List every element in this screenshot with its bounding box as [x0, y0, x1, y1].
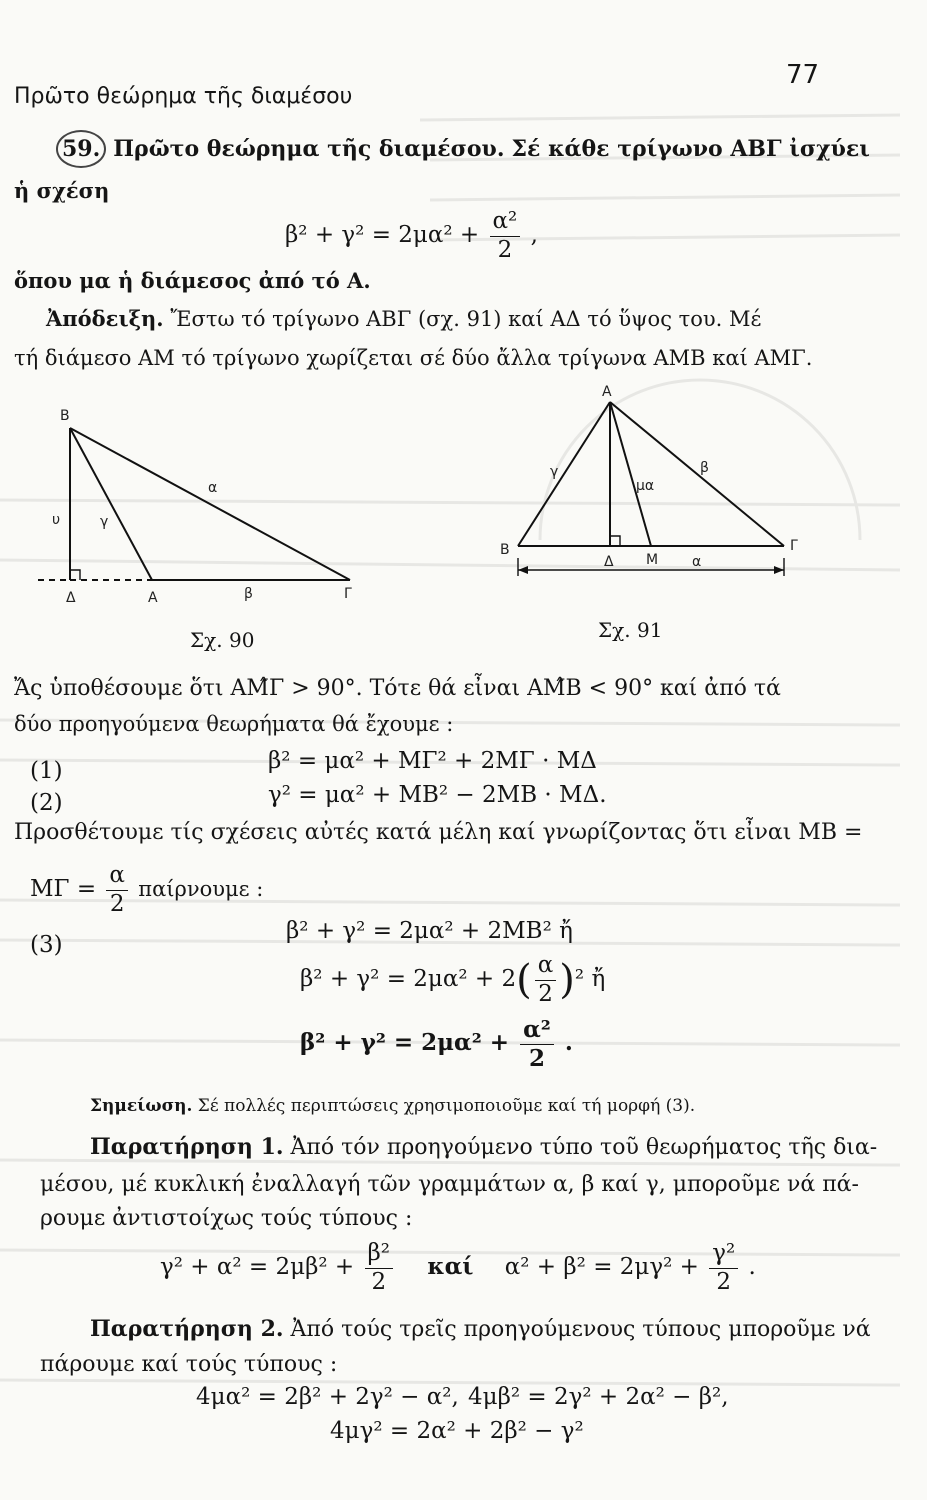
main-formula: β² + γ² = 2μα² + $\frac{\text{α²}}{2}$ ,: [285, 208, 538, 263]
section-statement-cont: ἡ σχέση: [14, 178, 110, 203]
fig90-label-B: Β: [60, 408, 70, 424]
remark2-line-2: πάρουμε καί τούς τύπους :: [40, 1352, 338, 1377]
section-title: Πρῶτο θεώρημα τῆς διαμέσου.: [113, 136, 505, 162]
fig90-label-A: Α: [148, 590, 158, 606]
fig91-label-beta: β: [700, 460, 709, 476]
figure-91-caption: Σχ. 91: [598, 618, 663, 642]
fig90-label-upsilon: υ: [52, 512, 61, 528]
running-title: Πρῶτο θεώρημα τῆς διαμέσου: [14, 84, 353, 109]
eq3c: β² + γ² = 2μα² + $\frac{\text{α²}}{2}$ .: [300, 1016, 573, 1072]
eq1: β² = μα² + ΜΓ² + 2ΜΓ · ΜΔ: [268, 748, 597, 774]
remark2-formula-1: 4μα² = 2β² + 2γ² − α²,: [196, 1384, 459, 1410]
section-statement: Σέ κάθε τρίγωνο ΑΒΓ ἰσχύει: [511, 136, 870, 162]
fig91-label-G: Γ: [790, 538, 798, 554]
fig91-label-alpha: α: [692, 554, 702, 570]
eq1-label: (1): [30, 758, 63, 784]
eq2: γ² = μα² + ΜΒ² − 2ΜΒ · ΜΔ.: [268, 782, 607, 808]
fig90-label-delta: Δ: [66, 590, 76, 606]
figure-90: [30, 400, 370, 660]
fig91-label-mu: μα: [636, 478, 655, 494]
median-definition: ὅπου μα ἡ διάμεσος ἀπό τό Α.: [14, 268, 371, 293]
fig90-label-beta: β: [244, 586, 253, 602]
remark2-line-1: Παρατήρηση 2. Ἀπό τούς τρεῖς προηγούμενους τύπους μποροῦμε νά: [90, 1316, 871, 1342]
eq3-label: (3): [30, 932, 63, 958]
figure-91: [496, 378, 816, 598]
eq3b: β² + γ² = 2μα² + 2( $\frac{\alpha}{2}$ )² ἤ: [300, 952, 606, 1007]
eq3a: β² + γ² = 2μα² + 2ΜΒ² ἤ: [286, 918, 573, 944]
eq2-label: (2): [30, 790, 63, 816]
remark1-line-2: μέσου, μέ κυκλική ἐναλλαγή τῶν γραμμάτων α, β καί γ, μποροῦμε νά πά-: [40, 1172, 859, 1197]
fig91-label-B: Β: [500, 542, 510, 558]
assume-line-1: Ἄς ὑποθέσουμε ὅτι ΑΜ̂Γ > 90°. Τότε θά εἶναι ΑΜ̂Β < 90° καί ἀπό τά: [14, 676, 781, 701]
mg-equation: ΜΓ = $\frac{\alpha}{2}$ παίρνουμε :: [30, 862, 264, 917]
proof-line-1: Ἀπόδειξη. Ἔστω τό τρίγωνο ΑΒΓ (σχ. 91) καί ΑΔ τό ὕψος του. Μέ: [46, 306, 762, 331]
remark1-line-3: ρουμε ἀντιστοίχως τούς τύπους :: [40, 1206, 413, 1231]
page-number: 77: [786, 60, 820, 90]
fig91-label-D: Δ: [604, 554, 614, 570]
section-number: 59.: [56, 130, 106, 168]
remark2-formula-2: 4μβ² = 2γ² + 2α² − β²,: [468, 1384, 729, 1410]
proof-line-2: τή διάμεσο ΑΜ τό τρίγωνο χωρίζεται σέ δύο ἄλλα τρίγωνα ΑΜΒ καί ΑΜΓ.: [14, 346, 813, 370]
note: Σημείωση. Σέ πολλές περιπτώσεις χρησιμοποιοῦμε καί τή μορφή (3).: [90, 1096, 696, 1116]
assume-line-2: δύο προηγούμενα θεωρήματα θά ἔχουμε :: [14, 712, 454, 736]
figure-90-caption: Σχ. 90: [190, 628, 255, 652]
fig90-label-alpha: α: [208, 480, 218, 496]
fig91-label-gamma: γ: [550, 464, 559, 480]
remark1-line-1: Παρατήρηση 1. Ἀπό τόν προηγούμενο τύπο τοῦ θεωρήματος τῆς δια-: [90, 1134, 878, 1160]
add-line: Προσθέτουμε τίς σχέσεις αὐτές κατά μέλη καί γνωρίζοντας ὅτι εἶναι ΜΒ =: [14, 820, 863, 845]
fig90-label-G: Γ: [344, 586, 352, 602]
fig91-label-A: Α: [602, 384, 612, 400]
remark1-formulas: γ² + α² = 2μβ² + $\frac{\text{β²}}{2}$ καί α² + β² = 2μγ² + $\frac{\text{γ²}}{2}$ .: [160, 1240, 756, 1295]
fig91-label-M: Μ: [646, 552, 659, 568]
fig90-label-gamma: γ: [100, 514, 109, 530]
remark2-formula-3: 4μγ² = 2α² + 2β² − γ²: [330, 1418, 584, 1444]
